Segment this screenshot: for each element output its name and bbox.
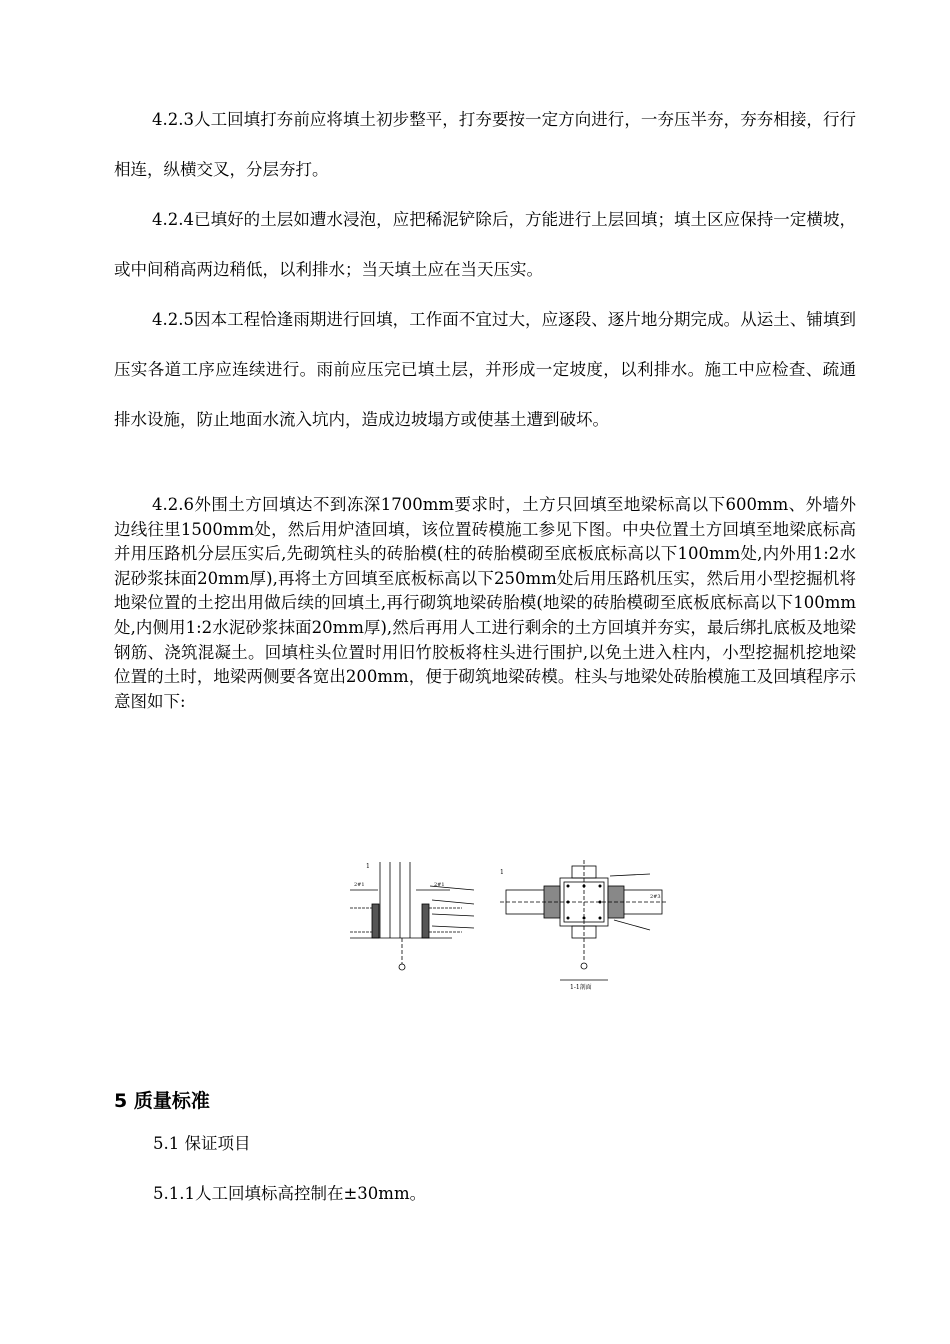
paragraph-4-2-6: 4.2.6外围土方回填达不到冻深1700mm要求时，土方只回填至地梁标高以下600mm、外墙外边线往里1500mm处，然后用炉渣回填，该位置砖模施工参见下图。中央位置土方回填至地梁底标高并用压路机分层压实后,先砌筑柱头的砖胎模(柱的砖胎模砌至底板底标高以下100mm处,内外用1:2水泥砂浆抹面20mm厚),再将土方回填至底板标高以下250mm处后用压路机压实，然后用小型挖掘机将地梁位置的土挖出用做后续的回填土,再行砌筑地梁砖胎模(地梁的砖胎模砌至底板底标高以下100mm处,内侧用1:2水泥砂浆抹面20mm厚),然后再用人工进行剩余的土方回填并夯实，最后绑扎底板及地梁钢筋、浇筑混凝土。回填柱头位置时用旧竹胶板将柱头进行围护,以免土进入柱内，小型挖掘机挖地梁位置的土时，地梁两侧要各宽出200mm，便于砌筑地梁砖模。柱头与地梁处砖胎模施工及回填程序示意图如下: [114, 495, 856, 711]
paragraph-4-2-5: 4.2.5因本工程恰逢雨期进行回填，工作面不宜过大，应逐段、逐片地分期完成。从运土、铺填到压实各道工序应连续进行。雨前应压完已填土层，并形成一定坡度，以利排水。施工中应检查、疏通排水设施，防止地面水流入坑内，造成边坡塌方或使基土遭到破坏。 [114, 310, 856, 429]
left-section-label: 1 [366, 863, 370, 870]
section-5-heading: 5 质量标准 [114, 1090, 210, 1112]
column-section-drawing [350, 862, 474, 970]
plan-annotation: 2#3 [650, 894, 661, 900]
diagram-svg [350, 860, 686, 992]
beam-plan-drawing [500, 860, 668, 980]
brick-formwork-diagram [350, 860, 686, 992]
right-annotation: 2#1 [434, 882, 445, 888]
plan-section-label-left: 1 [500, 869, 504, 876]
item-5-1-1: 5.1.1人工回填标高控制在±30mm。 [153, 1184, 427, 1203]
left-annotation: 2#1 [354, 882, 365, 888]
section-caption: 1-1剖面 [570, 984, 592, 991]
item-5-1: 5.1 保证项目 [153, 1134, 251, 1153]
paragraph-4-2-3: 4.2.3人工回填打夯前应将填土初步整平，打夯要按一定方向进行，一夯压半夯，夯夯相接，行行相连，纵横交叉，分层夯打。 [114, 110, 856, 179]
paragraph-4-2-4: 4.2.4已填好的土层如遭水浸泡，应把稀泥铲除后，方能进行上层回填；填土区应保持一定横坡，或中间稍高两边稍低，以利排水；当天填土应在当天压实。 [114, 210, 856, 279]
